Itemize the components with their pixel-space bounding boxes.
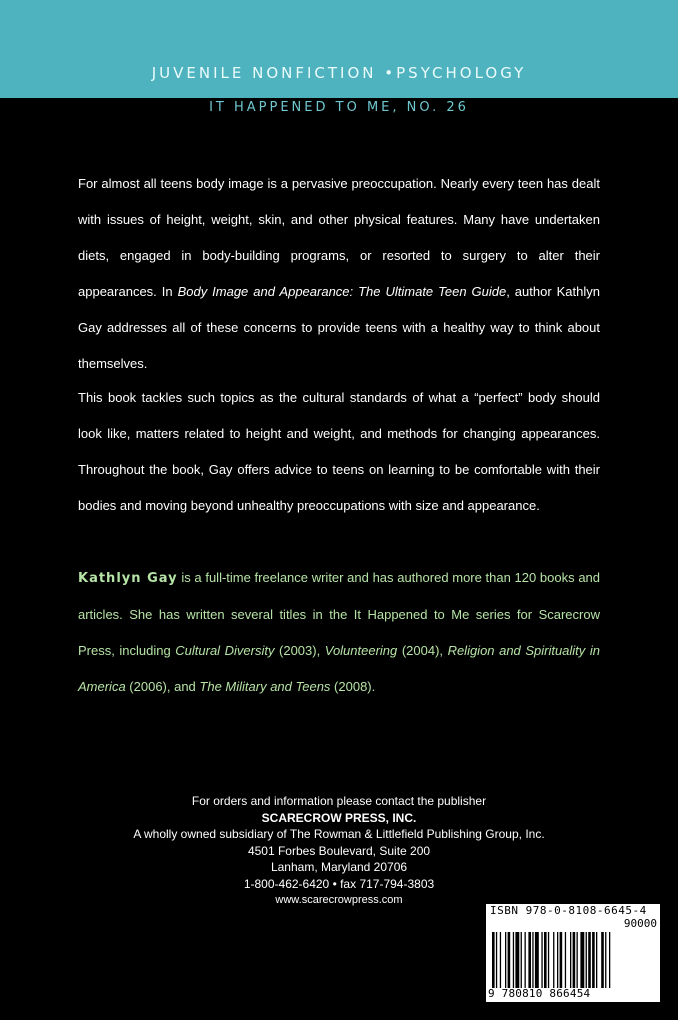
book-title: Body Image and Appearance: The Ultimate Teen Guide [177,284,507,299]
bio-text: (2004), [397,643,448,658]
isbn-number: ISBN 978-0-8108-6645-4 [490,904,647,917]
category-psychology: PSYCHOLOGY [396,64,527,82]
publisher-website: www.scarecrowpress.com [275,894,403,906]
header-band [0,0,678,98]
description-paragraph-1 [78,166,600,382]
description-text-end: , author Kathlyn Gay addresses all of these concerns to provide teens with a healthy way to think about themselves. [78,284,600,371]
description-paragraph-2: This book tackles such topics as the cultural standards of what a “perfect” body should look like, matters related to height and weight, and methods for changing appearances. Throughout the book, Gay offers advice to teens on learning to be comfortable with their bodies and moving beyond unhealthy preoccupations with size and appearance. [78,390,600,513]
publisher-phone: 1-800-462-6420 • fax 717-794-3803 [243,876,435,891]
bio-text: (2006), and [125,679,200,694]
series-label: IT HAPPENED TO ME, NO. 26 [209,100,469,115]
bio-title-4: The Military and Teens [199,679,331,694]
author-name: Kathlyn Gay [78,571,178,586]
publisher-name: SCARECROW PRESS, INC. [261,810,417,825]
ean-number: 9 780810 866454 [488,987,591,1000]
category-juvenile: JUVENILE NONFICTION [151,64,377,82]
description-text: For almost all teens body image is a pervasive preoccupation. Nearly every teen has dealt with issues of height, weight, skin, and other physical features. Many have undertaken diets, engaged in body-building programs, or resorted to surgery to alter their appearances. In [78,176,600,299]
publisher-address-1: 4501 Forbes Boulevard, Suite 200 [247,843,431,858]
barcode-bars-icon [492,932,654,988]
bio-title-3: Religion and Spirituality in America [78,643,600,694]
bio-text: (2003), [274,643,325,658]
bio-text: is a full-time freelance writer and has authored more than 120 books and articles. She has written several titles in the It Happened to Me series for Scarecrow Press, including [78,570,601,658]
publisher-info [0,793,678,909]
category-label [0,64,678,82]
category-separator: • [376,64,397,82]
price-code: 90000 [623,917,657,930]
publisher-intro: For orders and information please contact the publisher [191,794,487,808]
bio-text: (2008). [330,679,376,694]
bio-title-1: Cultural Diversity [175,643,275,658]
isbn-barcode [486,904,660,1002]
bio-title-2: Volunteering [324,643,398,658]
author-bio [78,560,600,705]
publisher-address-2: Lanham, Maryland 20706 [270,860,408,874]
publisher-subsidiary: A wholly owned subsidiary of The Rowman & Littlefield Publishing Group, Inc. [133,827,545,841]
